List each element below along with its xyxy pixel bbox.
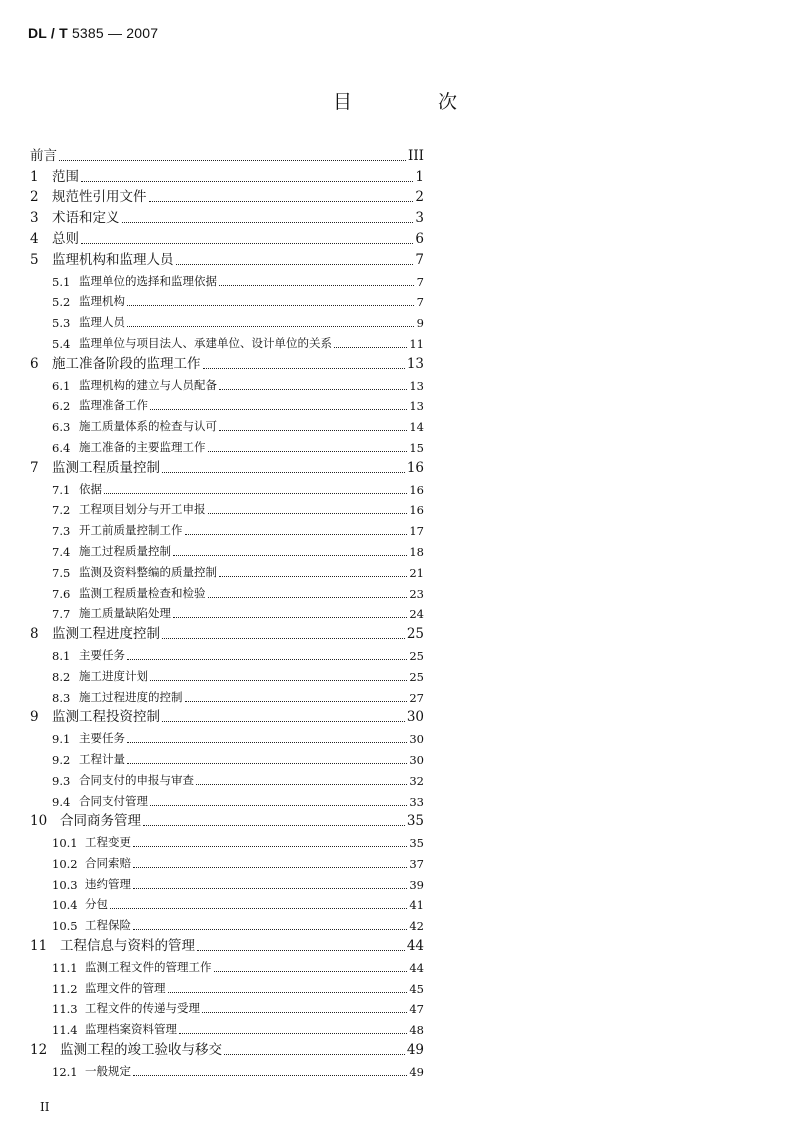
toc-entry-title: 施工准备阶段的监理工作 [52,355,201,372]
toc-chapter-entry[interactable] [30,809,424,830]
toc-entry-title: 监理档案资料管理 [85,1022,177,1037]
toc-entry-number: 7.1 [52,482,71,497]
toc-entry-page: 44 [409,960,424,975]
table-of-contents [30,143,424,1079]
toc-title: 目 次 [332,91,498,113]
dot-leader [127,658,407,660]
toc-entry-title: 施工准备的主要监理工作 [79,439,206,454]
toc-entry-title: 一般规定 [85,1063,131,1078]
dot-leader [133,887,407,889]
toc-entry-title: 工程项目划分与开工申报 [79,502,206,517]
toc-entry-number: 8 [30,626,39,643]
toc-section-entry[interactable] [30,330,424,351]
toc-entry-title: 监测工程文件的管理工作 [85,959,212,974]
toc-entry-page: 9 [416,316,424,331]
dot-leader [133,928,407,930]
toc-entry-number: 7.4 [52,544,71,559]
toc-entry-title: 施工质量体系的检查与认可 [79,419,217,434]
toc-entry-number: 11 [30,938,48,955]
toc-entry-page: 32 [409,773,424,788]
footer-page-number: II [40,1100,50,1114]
toc-chapter-entry[interactable] [30,164,424,185]
dot-leader [173,554,407,556]
toc-section-entry[interactable] [30,309,424,330]
toc-entry-title: 监理机构和监理人员 [52,251,174,268]
toc-entry-number: 4 [30,230,39,247]
toc-section-entry[interactable] [30,601,424,622]
dot-leader [127,762,407,764]
toc-entry-page: 27 [409,690,424,705]
toc-entry-number: 11.1 [52,960,78,975]
toc-entry-title: 施工过程质量控制 [79,543,171,558]
toc-section-entry[interactable] [30,996,424,1017]
toc-entry-page: 16 [409,503,424,518]
toc-entry-number: 2 [30,189,39,206]
dot-leader [162,720,405,722]
toc-entry-number: 6.2 [52,399,71,414]
toc-entry-page: 23 [409,586,424,601]
dot-leader [185,533,408,535]
toc-entry-number: 10.4 [52,898,78,913]
toc-entry-title: 工程保险 [85,918,131,933]
toc-section-entry[interactable] [30,871,424,892]
toc-entry-page: 25 [409,669,424,684]
dot-leader [127,304,414,306]
toc-entry-page: 35 [406,813,424,830]
toc-entry-title: 术语和定义 [52,210,120,227]
dot-leader [59,159,406,161]
toc-section-entry[interactable] [30,642,424,663]
toc-entry-title: 合同支付的申报与审查 [79,772,194,787]
toc-entry-title: 依据 [79,481,102,496]
toc-entry-title: 监测工程质量检查和检验 [79,585,206,600]
toc-section-entry[interactable] [30,788,424,809]
dot-leader [208,512,408,514]
dot-leader [168,991,408,993]
toc-entry-number: 9 [30,709,39,726]
toc-entry-page: 7 [415,251,424,268]
toc-entry-page: III [408,147,424,164]
toc-entry-page: 16 [406,459,424,476]
toc-entry-number: 5.2 [52,295,71,310]
toc-entry-page: 42 [409,919,424,934]
toc-entry-title: 开工前质量控制工作 [79,523,183,538]
toc-section-entry[interactable] [30,912,424,933]
dot-leader [81,242,413,244]
toc-entry-number: 9.1 [52,732,71,747]
toc-section-entry[interactable] [30,954,424,975]
toc-entry-title: 监测工程的竣工验收与移交 [60,1042,222,1059]
toc-section-entry[interactable] [30,268,424,289]
dot-leader [162,637,405,639]
toc-entry-title: 监理机构 [79,294,125,309]
toc-entry-page: 14 [409,420,424,435]
toc-entry-title: 监测及资料整编的质量控制 [79,564,217,579]
toc-entry-number: 7.2 [52,503,71,518]
toc-entry-number: 7.3 [52,524,71,539]
dot-leader [197,949,405,951]
dot-leader [219,284,414,286]
dot-leader [173,616,407,618]
toc-entry-page: 18 [409,544,424,559]
dot-leader [104,492,407,494]
toc-entry-number: 6 [30,355,39,372]
dot-leader [81,180,413,182]
toc-entry-title: 监理人员 [79,315,125,330]
toc-section-entry[interactable] [30,850,424,871]
toc-chapter-entry[interactable] [30,226,424,247]
toc-entry-page: 30 [409,732,424,747]
toc-chapter-entry[interactable] [30,185,424,206]
toc-entry-title: 合同商务管理 [60,813,141,830]
toc-section-entry[interactable] [30,829,424,850]
toc-entry-number: 8.1 [52,648,71,663]
toc-chapter-entry[interactable] [30,247,424,268]
toc-entry-title: 规范性引用文件 [52,189,147,206]
dot-leader [110,907,407,909]
toc-entry-title: 施工过程进度的控制 [79,689,183,704]
toc-entry-number: 6.4 [52,440,71,455]
toc-entry-title: 监测工程质量控制 [52,459,160,476]
toc-section-entry[interactable] [30,393,424,414]
toc-section-entry[interactable] [30,663,424,684]
standard-number: 5385 — 2007 [71,25,159,41]
toc-entry-number: 8.3 [52,690,71,705]
toc-chapter-entry[interactable] [30,933,424,954]
dot-leader [150,408,407,410]
dot-leader [176,263,414,265]
dot-leader [202,1011,407,1013]
toc-entry-number: 5.3 [52,316,71,331]
toc-entry-page: 49 [406,1042,424,1059]
toc-entry-number: 12.1 [52,1064,78,1079]
toc-section-entry[interactable] [30,767,424,788]
toc-section-entry[interactable] [30,517,424,538]
dot-leader [179,1032,407,1034]
toc-entry-number: 1 [30,168,39,185]
toc-entry-number: 12 [30,1042,48,1059]
toc-entry-number: 7.6 [52,586,71,601]
toc-entry-page: 2 [415,189,424,206]
toc-section-entry[interactable] [30,892,424,913]
dot-leader [224,1053,405,1055]
dot-leader [133,845,407,847]
toc-chapter-entry[interactable] [30,351,424,372]
toc-entry-number: 10.1 [52,836,78,851]
toc-entry-page: 45 [409,981,424,996]
toc-entry-page: 13 [409,378,424,393]
toc-section-entry[interactable] [30,725,424,746]
toc-section-entry[interactable] [30,559,424,580]
toc-entry-title: 监理机构的建立与人员配备 [79,377,217,392]
dot-leader [196,783,407,785]
dot-leader [150,804,407,806]
toc-section-entry[interactable] [30,1058,424,1079]
dot-leader [208,450,408,452]
toc-entry-title: 监理单位的选择和监理依据 [79,273,217,288]
toc-entry-title: 工程计量 [79,751,125,766]
toc-entry-page: 13 [409,399,424,414]
dot-leader [162,471,405,473]
toc-entry-number: 11.3 [52,1002,78,1017]
toc-section-entry[interactable] [30,434,424,455]
toc-entry-page: 48 [409,1023,424,1038]
toc-entry-number: 6.3 [52,420,71,435]
dot-leader [150,679,407,681]
toc-entry-page: 16 [409,482,424,497]
standard-prefix: DL / T [28,25,68,41]
toc-chapter-entry[interactable] [30,621,424,642]
toc-section-entry[interactable] [30,975,424,996]
toc-entry-page: 3 [415,210,424,227]
toc-entry-title: 范围 [52,168,79,185]
toc-section-entry[interactable] [30,476,424,497]
toc-entry-page: 30 [409,752,424,767]
toc-entry-title: 工程信息与资料的管理 [60,938,195,955]
toc-chapter-entry[interactable] [30,1037,424,1058]
toc-entry-number: 8.2 [52,669,71,684]
toc-entry-number: 7 [30,459,39,476]
toc-entry-number: 6.1 [52,378,71,393]
toc-section-entry[interactable] [30,1016,424,1037]
toc-entry-number: 9.4 [52,794,71,809]
toc-entry-page: 37 [409,856,424,871]
toc-entry-title: 合同索赔 [85,855,131,870]
toc-section-entry[interactable] [30,684,424,705]
toc-entry-number: 10.3 [52,877,78,892]
toc-entry-number: 5.4 [52,336,71,351]
toc-chapter-entry[interactable] [30,455,424,476]
toc-entry-page: 25 [409,648,424,663]
toc-entry-page: 6 [415,230,424,247]
dot-leader [185,700,408,702]
toc-entry-page: 13 [406,355,424,372]
toc-entry-page: 41 [409,898,424,913]
toc-entry-title: 主要任务 [79,647,125,662]
toc-entry-title: 施工质量缺陷处理 [79,606,171,621]
standard-code [28,25,158,41]
toc-entry-page: 44 [406,938,424,955]
dot-leader [219,388,407,390]
toc-entry-page: 11 [409,336,424,351]
toc-entry-number: 3 [30,210,39,227]
toc-chapter-entry[interactable] [30,143,424,164]
dot-leader [133,1074,407,1076]
dot-leader [127,325,414,327]
toc-section-entry[interactable] [30,538,424,559]
toc-section-entry[interactable] [30,289,424,310]
toc-entry-number: 9.2 [52,752,71,767]
toc-entry-page: 1 [415,168,424,185]
dot-leader [219,429,407,431]
toc-entry-page: 7 [416,295,424,310]
toc-chapter-entry[interactable] [30,705,424,726]
toc-entry-title: 监测工程投资控制 [52,709,160,726]
toc-entry-page: 33 [409,794,424,809]
dot-leader [203,367,405,369]
toc-entry-number: 10.5 [52,919,78,934]
toc-entry-title: 工程文件的传递与受理 [85,1001,200,1016]
dot-leader [214,970,408,972]
toc-entry-number: 10 [30,813,48,830]
toc-entry-title: 监理文件的管理 [85,980,166,995]
toc-entry-title: 工程变更 [85,835,131,850]
toc-entry-page: 15 [409,440,424,455]
dot-leader [127,741,407,743]
dot-leader [334,346,407,348]
toc-chapter-entry[interactable] [30,205,424,226]
toc-section-entry[interactable] [30,746,424,767]
toc-entry-title: 前言 [30,147,57,164]
toc-entry-number: 5 [30,251,39,268]
toc-entry-page: 25 [406,626,424,643]
toc-entry-page: 24 [409,607,424,622]
toc-section-entry[interactable] [30,413,424,434]
dot-leader [208,596,408,598]
dot-leader [143,824,405,826]
toc-entry-title: 总则 [52,230,79,247]
toc-entry-page: 21 [409,565,424,580]
toc-section-entry[interactable] [30,372,424,393]
toc-entry-page: 17 [409,524,424,539]
toc-entry-page: 30 [406,709,424,726]
dot-leader [219,575,407,577]
dot-leader [133,866,407,868]
dot-leader [149,200,414,202]
toc-entry-page: 49 [409,1064,424,1079]
toc-entry-title: 合同支付管理 [79,793,148,808]
toc-entry-title: 监测工程进度控制 [52,626,160,643]
toc-entry-number: 5.1 [52,274,71,289]
toc-entry-number: 9.3 [52,773,71,788]
toc-entry-page: 47 [409,1002,424,1017]
toc-section-entry[interactable] [30,497,424,518]
toc-entry-number: 7.7 [52,607,71,622]
toc-entry-title: 施工进度计划 [79,668,148,683]
dot-leader [122,221,414,223]
toc-entry-number: 11.4 [52,1023,78,1038]
toc-section-entry[interactable] [30,580,424,601]
toc-entry-title: 分包 [85,897,108,912]
toc-entry-page: 35 [409,836,424,851]
toc-entry-title: 监理准备工作 [79,398,148,413]
toc-entry-number: 10.2 [52,856,78,871]
toc-entry-number: 11.2 [52,981,78,996]
toc-entry-page: 7 [416,274,424,289]
toc-entry-title: 违约管理 [85,876,131,891]
toc-entry-page: 39 [409,877,424,892]
toc-entry-number: 7.5 [52,565,71,580]
toc-entry-title: 监理单位与项目法人、承建单位、设计单位的关系 [79,335,332,350]
toc-entry-title: 主要任务 [79,731,125,746]
